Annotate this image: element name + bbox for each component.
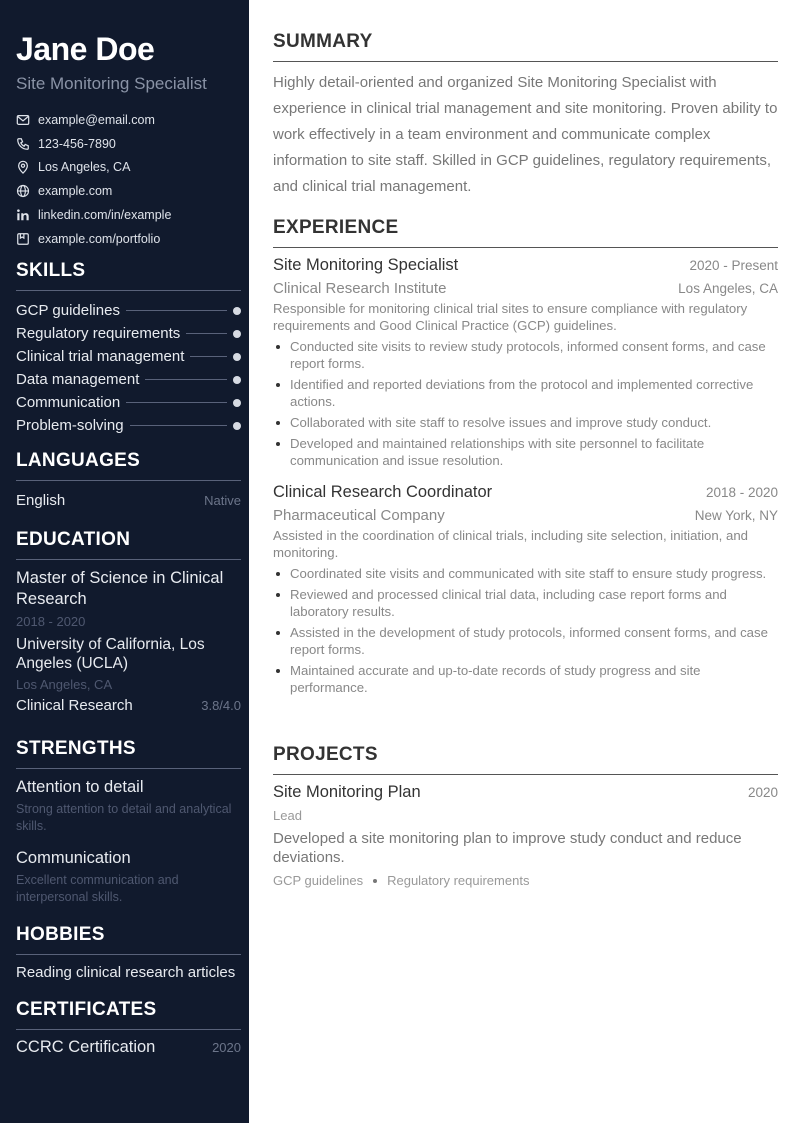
skill-item xyxy=(16,345,241,368)
skill-label: Problem-solving xyxy=(16,417,124,434)
contact-website-text: example.com xyxy=(38,184,113,199)
skill-line xyxy=(145,379,227,380)
project-tag: Regulatory requirements xyxy=(387,873,530,888)
job-company: Pharmaceutical Company xyxy=(273,507,445,524)
certificates-heading: CERTIFICATES xyxy=(16,999,241,1030)
strength-item xyxy=(16,848,241,906)
sidebar xyxy=(0,0,249,1123)
skill-item xyxy=(16,299,241,322)
job-dates: 2018 - 2020 xyxy=(705,485,778,500)
project-title: Site Monitoring Plan xyxy=(273,783,421,801)
job-bullet: Reviewed and processed clinical trial data, including case report forms and laboratory results. xyxy=(273,586,778,620)
skill-item xyxy=(16,368,241,391)
tag-separator-dot xyxy=(373,879,377,883)
contact-linkedin[interactable] xyxy=(16,203,241,227)
language-item xyxy=(16,489,241,511)
certificate-name: CCRC Certification xyxy=(16,1038,156,1056)
phone-icon xyxy=(16,137,30,151)
candidate-name: Jane Doe xyxy=(16,31,155,67)
education-field-row xyxy=(16,697,241,714)
skill-dot xyxy=(233,399,241,407)
projects-heading: PROJECTS xyxy=(273,744,778,775)
summary-section xyxy=(273,31,778,200)
job-entry xyxy=(273,256,778,469)
job-title: Site Monitoring Specialist xyxy=(273,256,459,274)
education-section xyxy=(16,529,241,714)
job-bullet: Coordinated site visits and communicated with site staff to ensure study progress. xyxy=(273,565,778,582)
project-tag: GCP guidelines xyxy=(273,873,364,888)
projects-section xyxy=(273,744,778,888)
certificate-item xyxy=(16,1038,241,1057)
strength-item xyxy=(16,777,241,835)
language-name: English xyxy=(16,491,66,509)
job-bullet: Identified and reported deviations from the protocol and implemented corrective actions. xyxy=(273,376,778,410)
languages-heading: LANGUAGES xyxy=(16,450,241,481)
hobby-item: Reading clinical research articles xyxy=(16,964,236,981)
experience-heading: EXPERIENCE xyxy=(273,217,778,248)
project-entry xyxy=(273,783,778,888)
language-level: Native xyxy=(204,492,241,508)
location-pin-icon xyxy=(16,160,30,174)
experience-section xyxy=(273,217,778,710)
strength-description: Strong attention to detail and analytical skills. xyxy=(16,802,232,833)
certificates-section xyxy=(16,999,241,1057)
skill-item xyxy=(16,391,241,414)
contact-email-text: example@email.com xyxy=(38,112,155,127)
contact-email[interactable] xyxy=(16,108,241,132)
skill-dot xyxy=(233,330,241,338)
contact-linkedin-text: linkedin.com/in/example xyxy=(38,208,172,223)
job-company: Clinical Research Institute xyxy=(273,280,447,297)
contact-phone-text: 123-456-7890 xyxy=(38,136,116,151)
job-location: Los Angeles, CA xyxy=(678,281,778,296)
summary-text: Highly detail-oriented and organized Site Monitoring Specialist with experience in clinical trial management and site monitoring. Proven ability to work effectively in a team environment and communicate complex information to site staff. Skilled in GCP guidelines, regulatory requirements, and clinical trial management. xyxy=(273,74,778,195)
skills-heading: SKILLS xyxy=(16,260,241,291)
skill-label: Regulatory requirements xyxy=(16,325,181,342)
education-degree: Master of Science in Clinical Research xyxy=(16,569,224,608)
skill-dot xyxy=(233,422,241,430)
hobbies-heading: HOBBIES xyxy=(16,924,241,955)
contact-location xyxy=(16,156,241,180)
job-description: Assisted in the coordination of clinical trials, including site selection, initiation, and monitoring. xyxy=(273,528,749,560)
project-role: Lead xyxy=(273,808,302,823)
contact-portfolio[interactable] xyxy=(16,227,241,251)
skill-line xyxy=(186,333,227,334)
skill-label: GCP guidelines xyxy=(16,302,120,319)
project-date: 2020 xyxy=(747,785,778,800)
job-entry xyxy=(273,483,778,696)
certificate-year: 2020 xyxy=(212,1040,241,1055)
skill-label: Data management xyxy=(16,371,140,388)
skill-label: Clinical trial management xyxy=(16,348,185,365)
education-heading: EDUCATION xyxy=(16,529,241,560)
skill-line xyxy=(130,425,227,426)
education-location: Los Angeles, CA xyxy=(16,677,113,692)
job-bullets xyxy=(273,338,778,469)
skill-dot xyxy=(233,353,241,361)
skill-line xyxy=(126,402,227,403)
strength-description: Excellent communication and interpersonal skills. xyxy=(16,873,179,904)
strength-title: Attention to detail xyxy=(16,778,144,796)
project-description: Developed a site monitoring plan to improve study conduct and reduce deviations. xyxy=(273,830,742,866)
skill-item xyxy=(16,414,241,437)
job-title: Clinical Research Coordinator xyxy=(273,483,493,501)
summary-heading: SUMMARY xyxy=(273,31,778,62)
contact-list xyxy=(16,108,241,251)
skill-dot xyxy=(233,307,241,315)
skill-line xyxy=(126,310,227,311)
contact-phone[interactable] xyxy=(16,132,241,156)
education-gpa: 3.8/4.0 xyxy=(201,698,241,713)
education-school: University of California, Los Angeles (UCLA) xyxy=(16,636,205,672)
strength-title: Communication xyxy=(16,849,131,867)
job-bullet: Assisted in the development of study protocols, informed consent forms, and case report forms. xyxy=(273,624,778,658)
contact-location-text: Los Angeles, CA xyxy=(38,160,131,175)
education-dates: 2018 - 2020 xyxy=(16,614,86,629)
skills-section xyxy=(16,260,241,437)
mail-icon xyxy=(16,113,30,127)
skill-dot xyxy=(233,376,241,384)
candidate-title: Site Monitoring Specialist xyxy=(16,74,207,93)
portfolio-icon xyxy=(16,232,30,246)
skill-item xyxy=(16,322,241,345)
contact-website[interactable] xyxy=(16,179,241,203)
job-bullet: Developed and maintained relationships with site personnel to facilitate communication and issue resolution. xyxy=(273,435,778,469)
hobbies-section xyxy=(16,924,241,983)
job-location: New York, NY xyxy=(694,508,778,523)
skill-line xyxy=(190,356,227,357)
linkedin-icon xyxy=(16,208,30,222)
skill-label: Communication xyxy=(16,394,121,411)
education-field: Clinical Research xyxy=(16,697,133,714)
strengths-section xyxy=(16,738,241,906)
job-description: Responsible for monitoring clinical trial sites to ensure compliance with regulatory requirements and Good Clinical Practice (GCP) guidelines. xyxy=(273,301,748,333)
job-dates: 2020 - Present xyxy=(689,258,778,273)
contact-portfolio-text: example.com/portfolio xyxy=(38,231,161,246)
job-bullet: Maintained accurate and up-to-date records of study progress and site performance. xyxy=(273,662,778,696)
strengths-heading: STRENGTHS xyxy=(16,738,241,769)
project-tags xyxy=(273,873,778,888)
job-bullet: Collaborated with site staff to resolve issues and improve study conduct. xyxy=(273,414,778,431)
globe-icon xyxy=(16,184,30,198)
job-bullet: Conducted site visits to review study protocols, informed consent forms, and case report forms. xyxy=(273,338,778,372)
job-bullets xyxy=(273,565,778,696)
languages-section xyxy=(16,450,241,511)
